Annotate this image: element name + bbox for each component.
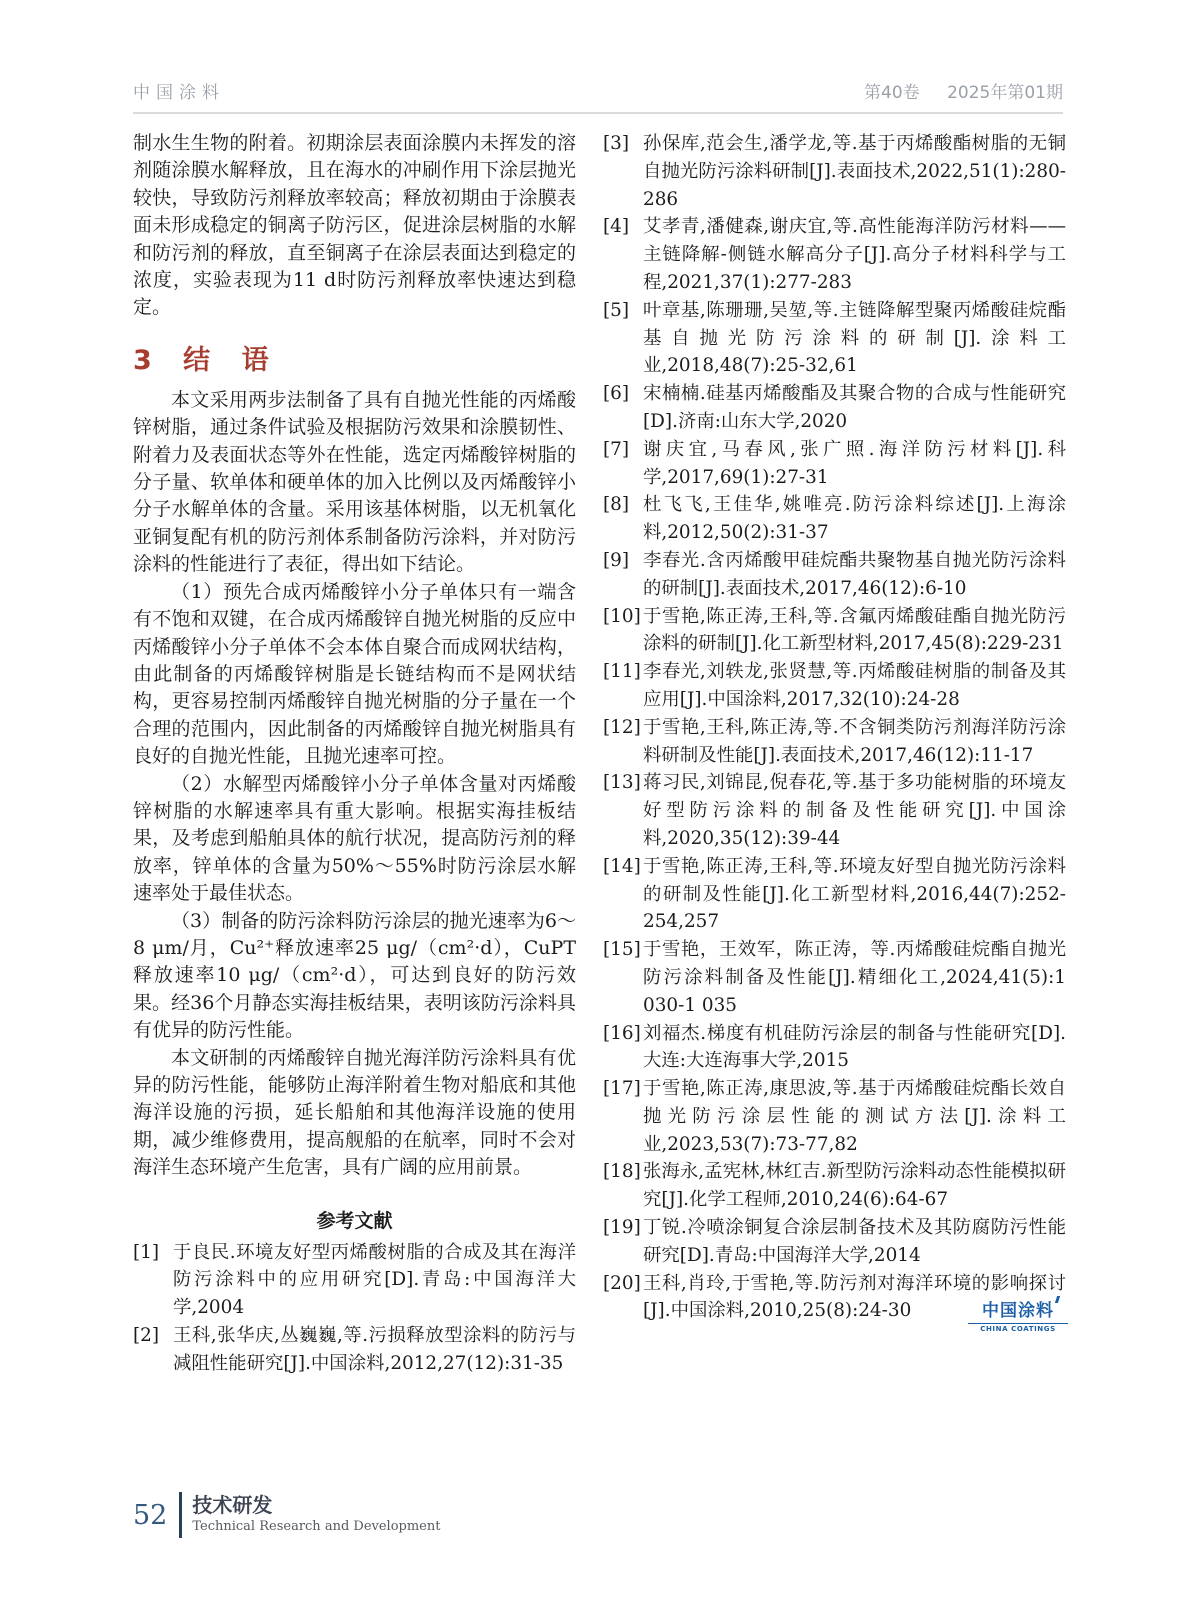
reference-number: [3]	[603, 133, 630, 154]
conclusion-paragraph: （1）预先合成丙烯酸锌小分子单体只有一端含有不饱和双键，在合成丙烯酸锌自抛光树脂的反应中丙烯酸锌小分子单体不会本体自聚合而成网状结构，由此制备的丙烯酸锌树脂是长链结构而不是网状结构，更容易控制丙烯酸锌自抛光树脂的分子量在一个合理的范围内，因此制备的丙烯酸锌自抛光树脂具有良好的自抛光性能，且抛光速率可控。	[133, 580, 576, 768]
conclusion-paragraph: 本文采用两步法制备了具有自抛光性能的丙烯酸锌树脂，通过条件试验及根据防污效果和涂膜韧性、附着力及表面状态等外在性能，选定丙烯酸锌树脂的分子量、软单体和硬单体的加入比例以及丙烯酸锌小分子水解单体的含量。采用该基体树脂，以无机氧化亚铜复配有机的防污剂体系制备防污涂料，并对防污涂料的性能进行了表征，得出如下结论。	[133, 388, 576, 576]
reference-text: 于雪艳,陈正涛,康思波,等.基于丙烯酸硅烷酯长效自抛光防污涂层性能的测试方法[J].涂料工业,2023,53(7):73-77,82	[643, 1078, 1066, 1155]
conclusion-paragraph: 本文研制的丙烯酸锌自抛光海洋防污涂料具有优异的防污性能，能够防止海洋附着生物对船底和其他海洋设施的污损，延长船舶和其他海洋设施的使用期，减少维修费用，提高舰船的在航率，同时不会对海洋生态环境产生危害，具有广阔的应用前景。	[133, 1046, 576, 1179]
reference-item	[603, 658, 1066, 714]
reference-item	[603, 1158, 1066, 1214]
footer-section	[192, 1493, 440, 1537]
reference-text: 李春光,刘轶龙,张贤慧,等.丙烯酸硅树脂的制备及其应用[J].中国涂料,2017,32(10):24-28	[643, 661, 1066, 710]
footer-divider	[179, 1492, 182, 1538]
reference-number: [6]	[603, 383, 630, 405]
reference-number: [2]	[133, 1325, 160, 1347]
right-column	[603, 130, 1066, 1378]
reference-item	[133, 1239, 576, 1322]
page-footer	[133, 1492, 440, 1538]
reference-text: 张海永,孟宪林,林红吉.新型防污涂料动态性能模拟研究[J].化学工程师,2010,24(6):64-67	[643, 1161, 1066, 1211]
reference-number: [13]	[603, 772, 641, 794]
page-number: 52	[133, 1499, 168, 1531]
reference-text: 王科,张华庆,丛巍巍,等.污损释放型涂料的防污与减阻性能研究[J].中国涂料,2012,27(12):31-35	[173, 1325, 576, 1374]
reference-item	[603, 130, 1066, 213]
reference-item	[603, 1214, 1066, 1270]
footer-section-en: Technical Research and Development	[192, 1519, 441, 1534]
reference-text: 于良民.环境友好型丙烯酸树脂的合成及其在海洋防污涂料中的应用研究[D].青岛:中国海洋大学,2004	[173, 1241, 576, 1319]
reference-item	[603, 603, 1066, 659]
reference-text: 王科,肖玲,于雪艳,等.防污剂对海洋环境的影响探讨[J].中国涂料,2010,25(8):24-30	[643, 1272, 1066, 1322]
reference-text: 杜飞飞,王佳华,姚唯亮.防污涂料综述[J].上海涂料,2012,50(2):31-37	[643, 494, 1066, 544]
reference-number: [7]	[603, 438, 630, 460]
issue-number: 2025年第01期	[947, 83, 1063, 103]
conclusion-heading: 3 结 语	[133, 344, 271, 376]
reference-item	[603, 491, 1066, 547]
reference-text: 叶章基,陈珊珊,吴堃,等.主链降解型聚丙烯酸硅烷酯基自抛光防污涂料的研制[J].涂料工业,2018,48(7):25-32,61	[643, 299, 1066, 377]
reference-number: [1]	[133, 1241, 160, 1263]
reference-number: [12]	[603, 716, 641, 738]
reference-number: [5]	[603, 299, 630, 321]
article-body	[133, 130, 1066, 1378]
logo-en-text: CHINA COATINGS	[968, 1323, 1068, 1333]
left-column	[133, 130, 576, 1378]
reference-item	[603, 714, 1066, 770]
reference-text: 刘福杰.梯度有机硅防污涂层的制备与性能研究[D].大连:大连海事大学,2015	[643, 1022, 1066, 1072]
reference-item	[603, 769, 1066, 852]
reference-item	[603, 436, 1066, 492]
reference-item	[603, 547, 1066, 603]
reference-list-right	[603, 130, 1066, 1325]
reference-list-left	[133, 1239, 576, 1378]
reference-text: 艾孝青,潘健森,谢庆宜,等.高性能海洋防污材料——主链降解-侧链水解高分子[J].高分子材料科学与工程,2021,37(1):277-283	[643, 216, 1066, 293]
reference-number: [15]	[603, 939, 641, 961]
reference-text: 孙保库,范会生,潘学龙,等.基于丙烯酸酯树脂的无铜自抛光防污涂料研制[J].表面技术,2022,51(1):280-286	[643, 133, 1066, 210]
reference-text: 李春光.含丙烯酸甲硅烷酯共聚物基自抛光防污涂料的研制[J].表面技术,2017,46(12):6-10	[643, 549, 1066, 599]
issue-info	[842, 78, 1063, 103]
reference-text: 于雪艳,陈正涛,王科,等.含氟丙烯酸硅酯自抛光防污涂料的研制[J].化工新型材料,2017,45(8):229-231	[643, 605, 1066, 655]
reference-item	[603, 1075, 1066, 1158]
reference-text: 宋楠楠.硅基丙烯酸酯及其聚合物的合成与性能研究[D].济南:山东大学,2020	[643, 383, 1066, 432]
reference-number: [8]	[603, 494, 630, 516]
reference-text: 于雪艳,王科,陈正涛,等.不含铜类防污剂海洋防污涂料研制及性能[J].表面技术,2017,46(12):11-17	[643, 716, 1066, 766]
footer-section-cn: 技术研发	[192, 1493, 273, 1517]
reference-text: 于雪艳，王效军，陈正涛，等.丙烯酸硅烷酯自抛光防污涂料制备及性能[J].精细化工,2024,41(5):1 030-1 035	[643, 939, 1066, 1016]
reference-item	[603, 380, 1066, 436]
china-coatings-logo	[968, 1296, 1068, 1333]
issue-volume: 第40卷	[864, 83, 920, 103]
reference-text: 蒋习民,刘锦昆,倪春花,等.基于多功能树脂的环境友好型防污涂料的制备及性能研究[J].中国涂料,2020,35(12):39-44	[643, 772, 1066, 849]
reference-number: [19]	[603, 1217, 641, 1239]
reference-number: [9]	[603, 549, 630, 571]
journal-name: 中国涂料	[133, 83, 225, 103]
reference-item	[133, 1322, 576, 1378]
reference-item	[603, 213, 1066, 296]
reference-item	[603, 853, 1066, 936]
reference-number: [20]	[603, 1272, 641, 1294]
references-heading: 参考文献	[316, 1209, 393, 1232]
page-header	[133, 78, 1063, 114]
reference-number: [4]	[603, 216, 630, 238]
reference-text: 于雪艳,陈正涛,王科,等.环境友好型自抛光防污涂料的研制及性能[J].化工新型材料,2016,44(7):252-254,257	[643, 855, 1066, 933]
conclusion-paragraph: （3）制备的防污涂料防污涂层的抛光速率为6～8 μm/月，Cu²⁺释放速率25 μg/（cm²·d），CuPT释放速率10 μg/（cm²·d），可达到良好的防污效果。经36个月静态实海挂板结果，表明该防污涂料具有优异的防污性能。	[133, 909, 576, 1042]
reference-item	[603, 1020, 1066, 1076]
reference-item	[603, 936, 1066, 1019]
reference-number: [11]	[603, 661, 641, 683]
reference-text: 丁锐.冷喷涂铜复合涂层制备技术及其防腐防污性能研究[D].青岛:中国海洋大学,2014	[643, 1217, 1066, 1266]
reference-number: [18]	[603, 1161, 641, 1183]
reference-item	[603, 297, 1066, 380]
reference-text: 谢庆宜,马春风,张广照.海洋防污材料[J].科学,2017,69(1):27-31	[643, 438, 1066, 488]
reference-number: [17]	[603, 1078, 641, 1100]
logo-cn-text: 中国涂料	[982, 1296, 1054, 1321]
intro-paragraph: 制水生生物的附着。初期涂层表面涂膜内未挥发的溶剂随涂膜水解释放，且在海水的冲刷作用下涂层抛光较快，导致防污剂释放率较高；释放初期由于涂膜表面未形成稳定的铜离子防污区，促进涂层树脂的水解和防污剂的释放，直至铜离子在涂层表面达到稳定的浓度，实验表现为11 d时防污剂释放率快速达到稳定。	[133, 132, 576, 319]
conclusion-paragraph: （2）水解型丙烯酸锌小分子单体含量对丙烯酸锌树脂的水解速率具有重大影响。根据实海挂板结果，及考虑到船舶具体的航行状况，提高防污剂的释放率，锌单体的含量为50%～55%时防污涂层水解速率处于最佳状态。	[133, 772, 576, 905]
reference-number: [16]	[603, 1022, 641, 1044]
reference-number: [10]	[603, 605, 641, 627]
reference-number: [14]	[603, 855, 641, 877]
